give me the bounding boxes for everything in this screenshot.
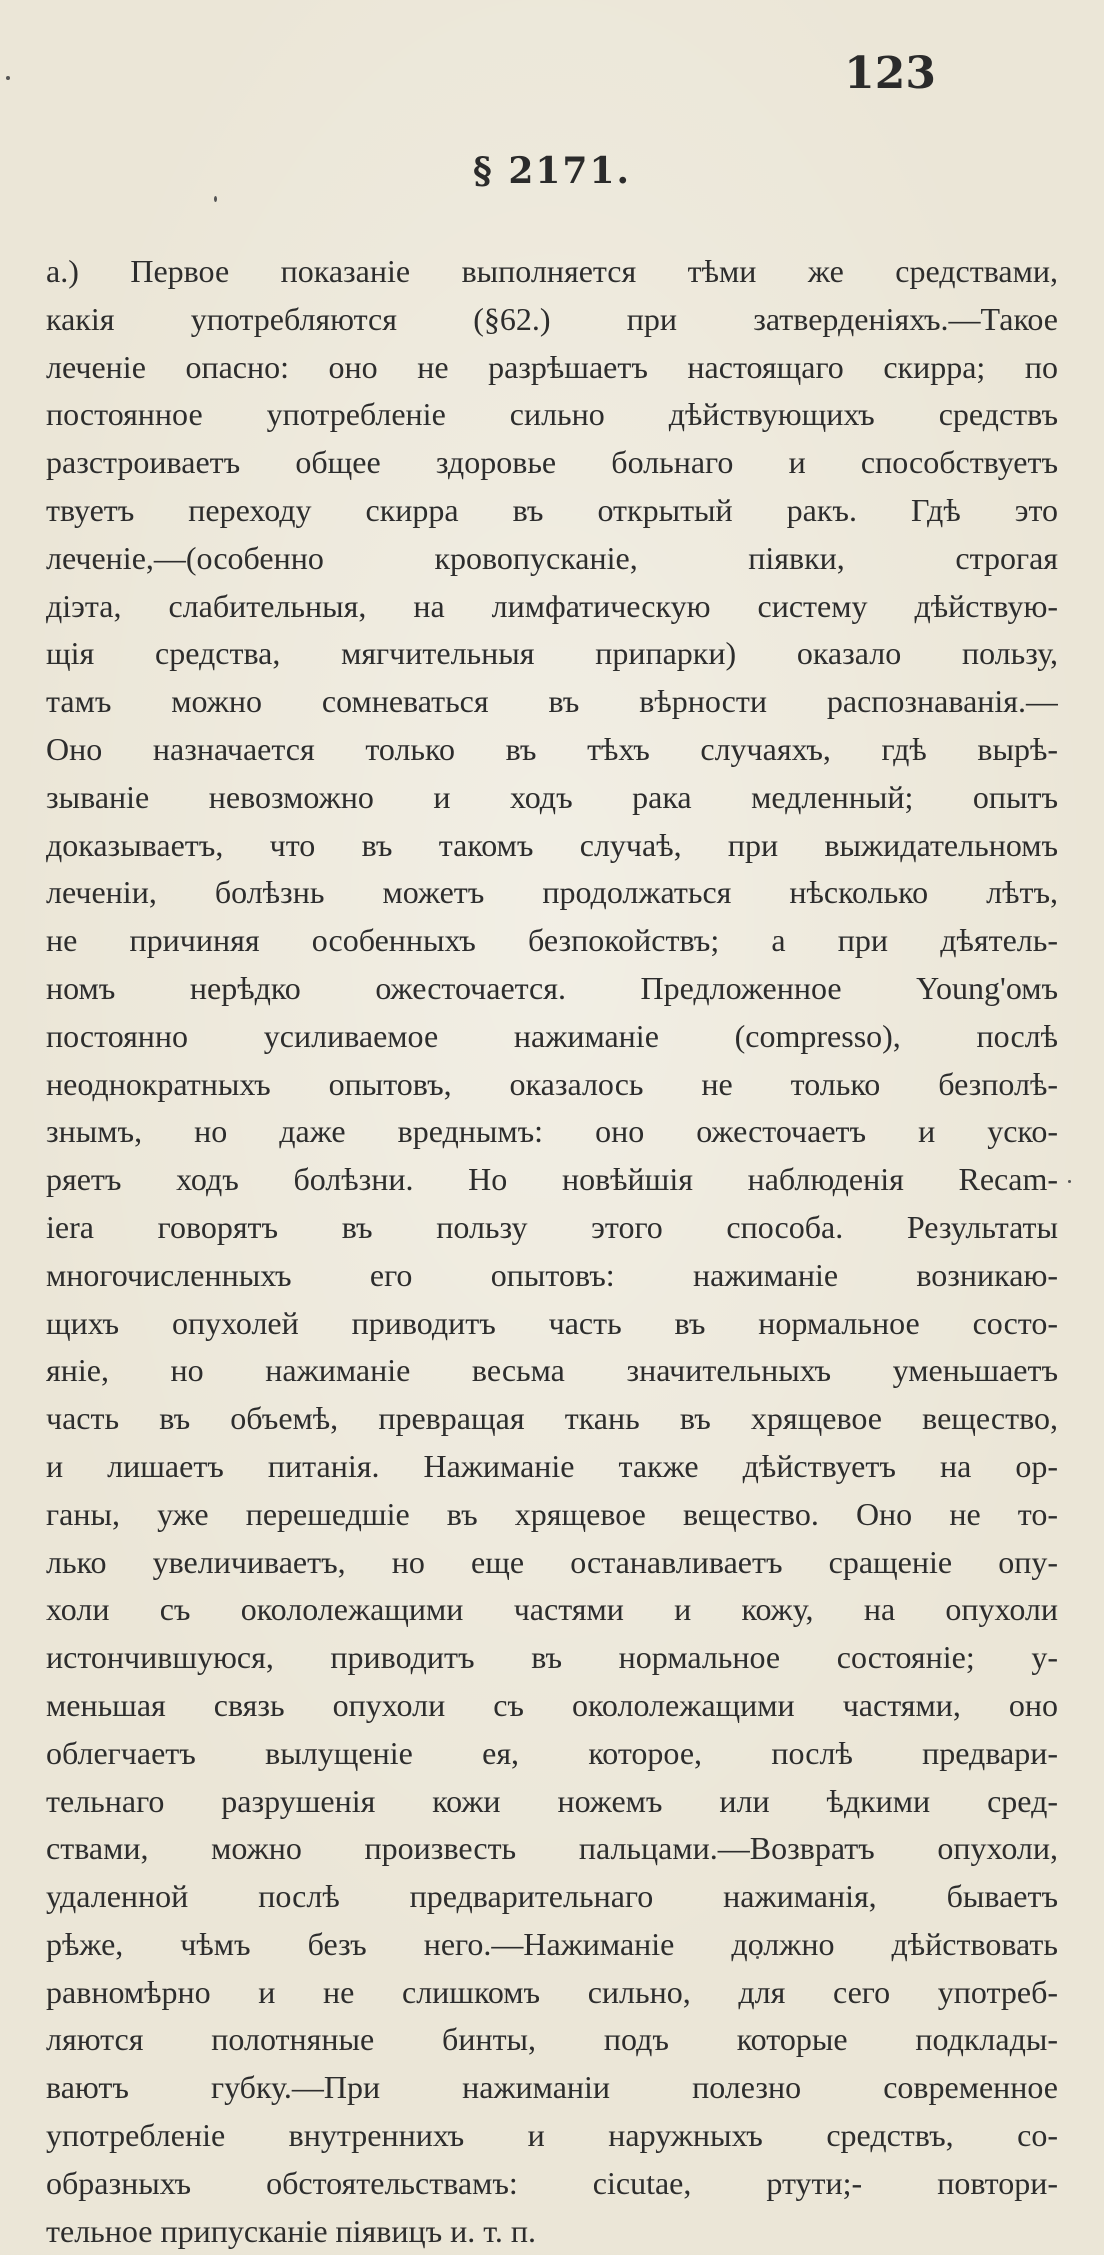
section-heading: § 2171. (472, 150, 632, 192)
text-line: неоднократныхъ опытовъ, оказалось не только безполѣ- (46, 1065, 1058, 1102)
text-line: ляются полотняные бинты, подъ которые подклады- (46, 2021, 1058, 2058)
text-line: тельнаго разрушенія кожи ножемъ или ѣдкими сред- (46, 1782, 1058, 1819)
text-line: ганы, уже перешедшіе въ хрящевое вещество. Оно не то- (46, 1495, 1058, 1532)
text-line: многочисленныхъ его опытовъ: нажиманіе возникаю- (46, 1256, 1058, 1293)
page-speck (214, 196, 217, 202)
text-line: тельное припусканіе піявицъ и. т. п. (46, 2212, 536, 2249)
text-line: щихъ опухолей приводитъ часть въ нормальное состо- (46, 1304, 1058, 1341)
text-line: меньшая связь опухоли съ окололежащими частями, оно (46, 1686, 1058, 1723)
text-line: а.) Первое показаніе выполняется тѣми же средствами, (46, 253, 1058, 289)
text-line: ствами, можно произвесть пальцами.—Возвратъ опухоли, (46, 1830, 1058, 1867)
text-line: часть въ объемѣ, превращая ткань въ хрящевое вещество, (46, 1400, 1058, 1437)
text-line: облегчаетъ вылущеніе ея, которое, послѣ предвари- (46, 1734, 1058, 1771)
text-line: равномѣрно и не слишкомъ сильно, для сего употреб- (46, 1973, 1058, 2010)
text-line: леченіе опасно: оно не разрѣшаетъ настоящаго скирра; по (46, 348, 1058, 385)
text-line: iera говорятъ въ пользу этого способа. Результаты (46, 1208, 1058, 1245)
text-line: истончившуюся, приводитъ въ нормальное состояніе; у- (46, 1639, 1058, 1676)
page-number: 123 (844, 48, 936, 99)
text-line: удаленной послѣ предварительнаго нажиманія, бываетъ (46, 1878, 1058, 1915)
text-line: образныхъ обстоятельствамъ: cicutae, ртути;- повтори- (46, 2164, 1058, 2201)
page-speck (6, 76, 10, 80)
text-line: леченіе,—(особенно кровопусканіе, піявки, строгая (46, 539, 1058, 576)
text-line: щія средства, мягчительныя припарки) оказало пользу, (46, 635, 1058, 672)
text-line: рѣже, чѣмъ безъ него.—Нажиманіе должно дѣйствовать (46, 1925, 1058, 1962)
text-line: не причиняя особенныхъ безпокойствъ; а при дѣятель- (46, 922, 1058, 959)
text-line: какія употребляются (§62.) при затверденіяхъ.—Такое (46, 300, 1058, 337)
text-line: яніе, но нажиманіе весьма значительныхъ уменьшаетъ (46, 1352, 1058, 1389)
text-line: разстроиваетъ общее здоровье больнаго и способствуетъ (46, 444, 1058, 481)
text-line: знымъ, но даже вреднымъ: оно ожесточаетъ и уско- (46, 1113, 1058, 1150)
text-line: и лишаетъ питанія. Нажиманіе также дѣйствуетъ на ор- (46, 1447, 1058, 1484)
text-line: зываніе невозможно и ходъ рака медленный; опытъ (46, 778, 1058, 815)
text-line: ваютъ губку.—При нажиманіи полезно современное (46, 2069, 1058, 2106)
text-line: постоянное употребленіе сильно дѣйствующихъ средствъ (46, 396, 1058, 433)
body-text (46, 248, 1058, 2255)
text-line: Оно назначается только въ тѣхъ случаяхъ, гдѣ вырѣ- (46, 730, 1058, 767)
text-line: доказываетъ, что въ такомъ случаѣ, при выжидательномъ (46, 826, 1058, 863)
text-line: употребленіе внутреннихъ и наружныхъ средствъ, со- (46, 2117, 1058, 2154)
text-line: твуетъ переходу скирра въ открытый ракъ. Гдѣ это (46, 491, 1058, 528)
text-line: холи съ окололежащими частями и кожу, на опухоли (46, 1591, 1058, 1628)
text-line: постоянно усиливаемое нажиманіе (compresso), послѣ (46, 1017, 1058, 1054)
text-line: тамъ можно сомневаться въ вѣрности распознаванія.— (46, 683, 1058, 720)
text-line: ряетъ ходъ болѣзни. Но новѣйшія наблюденія Recam- (46, 1161, 1058, 1198)
text-line: лько увеличиваетъ, но еще останавливаетъ сращеніе опу- (46, 1543, 1058, 1580)
page-speck (1068, 1180, 1071, 1183)
text-line: номъ нерѣдко ожесточается. Предложенное Young'омъ (46, 969, 1058, 1006)
text-line: діэта, слабительныя, на лимфатическую систему дѣйствую- (46, 587, 1058, 624)
text-line: леченіи, болѣзнь можетъ продолжаться нѣсколько лѣтъ, (46, 874, 1058, 911)
